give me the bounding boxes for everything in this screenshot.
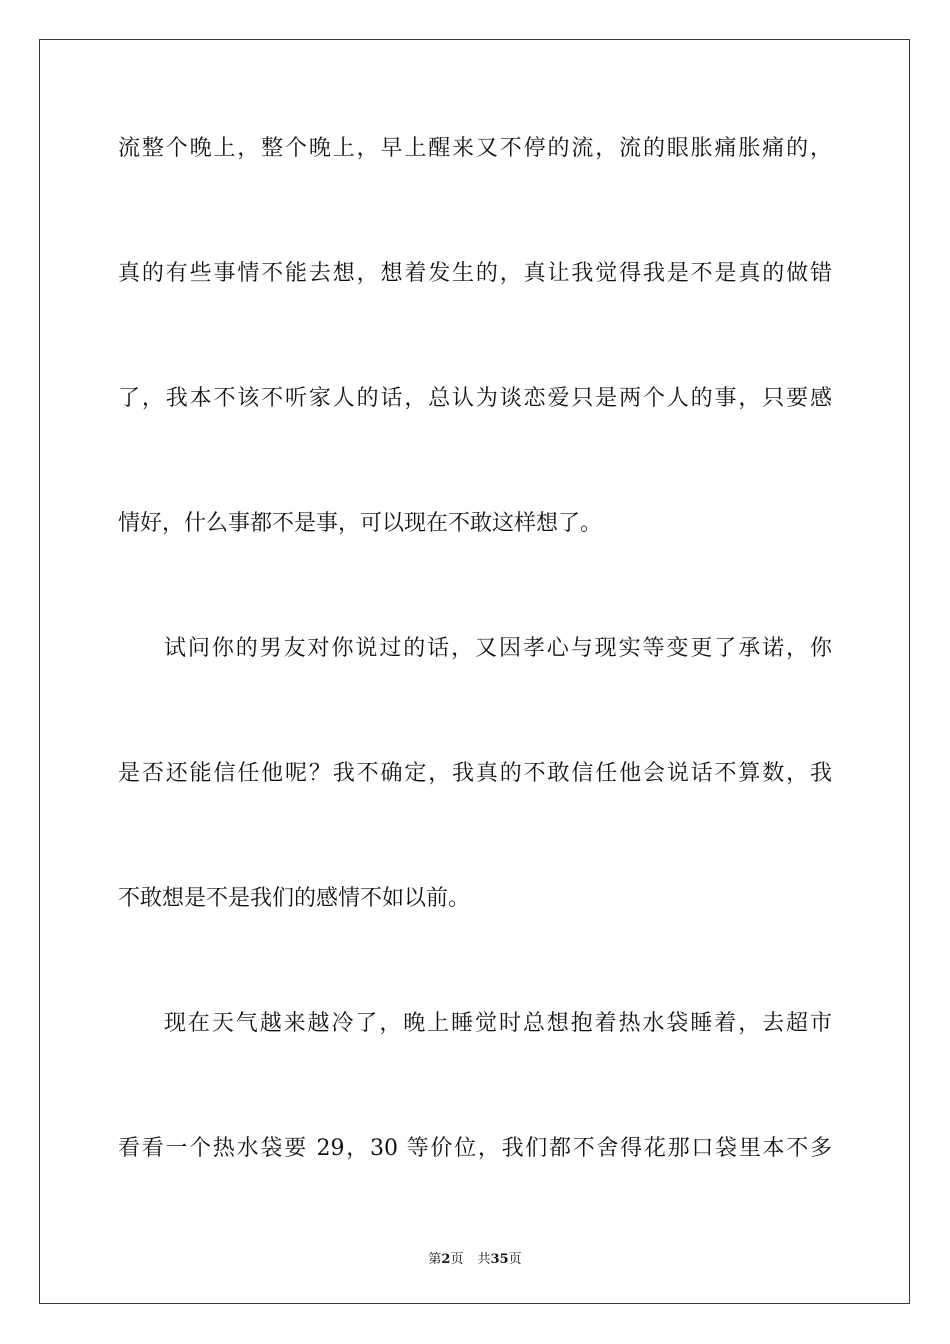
page-number: 2 — [441, 1252, 451, 1267]
text-line-9: 看看一个热水袋要 29，30 等价位，我们都不舍得花那口袋里本不多 — [118, 1136, 832, 1161]
text-line-3: 了，我本不该不听家人的话，总认为谈恋爱只是两个人的事，只要感 — [118, 386, 832, 411]
text-line-5: 试问你的男友对你说过的话，又因孝心与现实等变更了承诺，你 — [164, 636, 832, 661]
total-pages: 35 — [490, 1252, 509, 1267]
text-line-2: 真的有些事情不能去想，想着发生的，真让我觉得我是不是真的做错 — [118, 261, 832, 286]
page-frame — [39, 39, 910, 1304]
text-line-4: 情好，什么事都不是事，可以现在不敢这样想了。 — [118, 511, 603, 536]
total-suffix: 页 — [508, 1252, 522, 1267]
page-suffix: 页 — [450, 1252, 464, 1267]
page-footer — [0, 1248, 950, 1267]
total-prefix: 共 — [477, 1252, 491, 1267]
text-line-6: 是否还能信任他呢？我不确定，我真的不敢信任他会说话不算数，我 — [118, 761, 832, 786]
text-line-7: 不敢想是不是我们的感情不如以前。 — [118, 886, 471, 911]
text-line-1: 流整个晚上，整个晚上，早上醒来又不停的流，流的眼胀痛胀痛的， — [118, 136, 832, 161]
text-line-8: 现在天气越来越冷了，晚上睡觉时总想抱着热水袋睡着，去超市 — [164, 1011, 832, 1036]
page-prefix: 第 — [428, 1252, 442, 1267]
